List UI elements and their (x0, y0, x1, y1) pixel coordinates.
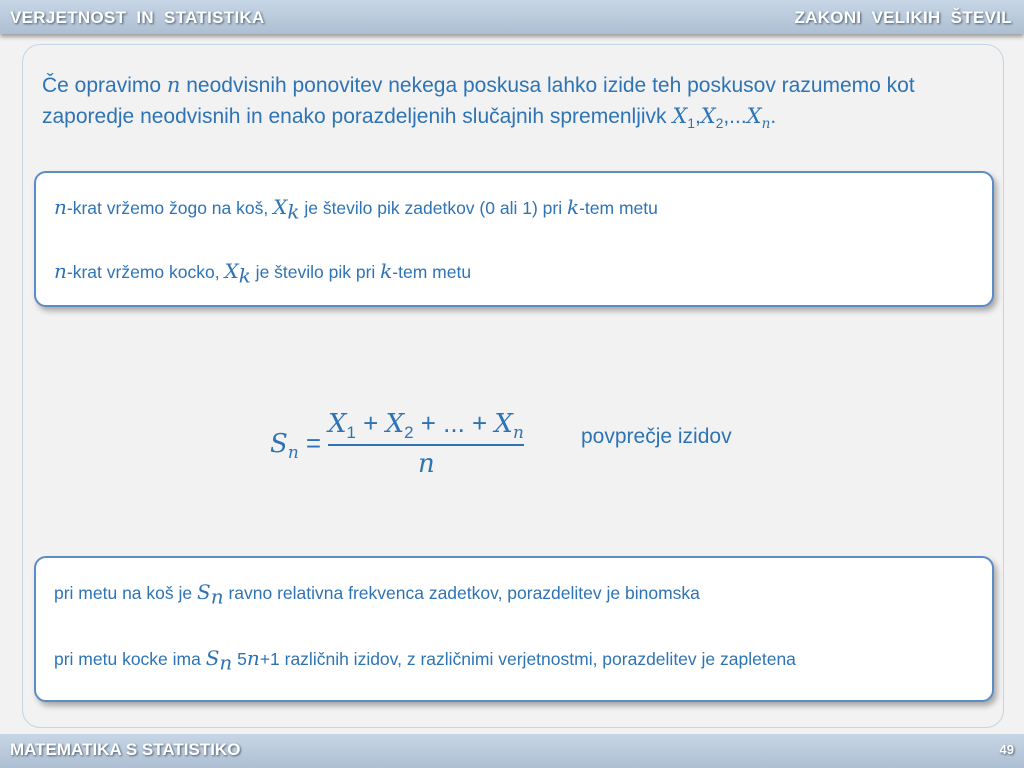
footer-bar (0, 734, 1024, 768)
fraction-bar (328, 444, 524, 446)
results-box (34, 556, 994, 702)
formula-lhs: $S_n$ = (270, 428, 322, 463)
result-basket: pri metu na koš je $S_n$ ravno relativna frekvenca zadetkov, porazdelitev je binomska (54, 580, 700, 609)
result-dice: pri metu kocke ima $S_n$ 5n+1 različnih izidov, z različnimi verjetnostmi, porazdelitev je zapletena (54, 646, 796, 675)
example-dice: n-krat vržemo kocko, $X_k$ je število pik pri k-tem metu (54, 259, 472, 288)
examples-box (34, 171, 994, 307)
formula-denominator: n (418, 449, 435, 479)
example-basket: n-krat vržemo žogo na koš, $X_k$ je število pik zadetkov (0 ali 1) pri k-tem metu (54, 195, 658, 224)
formula-description: povprečje izidov (581, 425, 732, 448)
page-number: 49 (999, 742, 1014, 757)
course-title: VERJETNOST IN STATISTIKA (10, 8, 265, 27)
header-bar (0, 0, 1024, 34)
footer-title: MATEMATIKA S STATISTIKO (10, 740, 241, 759)
mean-formula (270, 408, 540, 480)
section-title: ZAKONI VELIKIH ŠTEVIL (794, 8, 1012, 27)
formula-numerator: $X_1 + X_2$ + ... + $X_n$ (328, 408, 524, 443)
intro-text: Če opravimo n neodvisnih ponovitev nekega poskusa lahko izide teh poskusov razumemo kot zaporedje neodvisnih in enako porazdeljenih slučajnih spremenljivk $X_1,X_2,...X_n$. (42, 73, 915, 133)
